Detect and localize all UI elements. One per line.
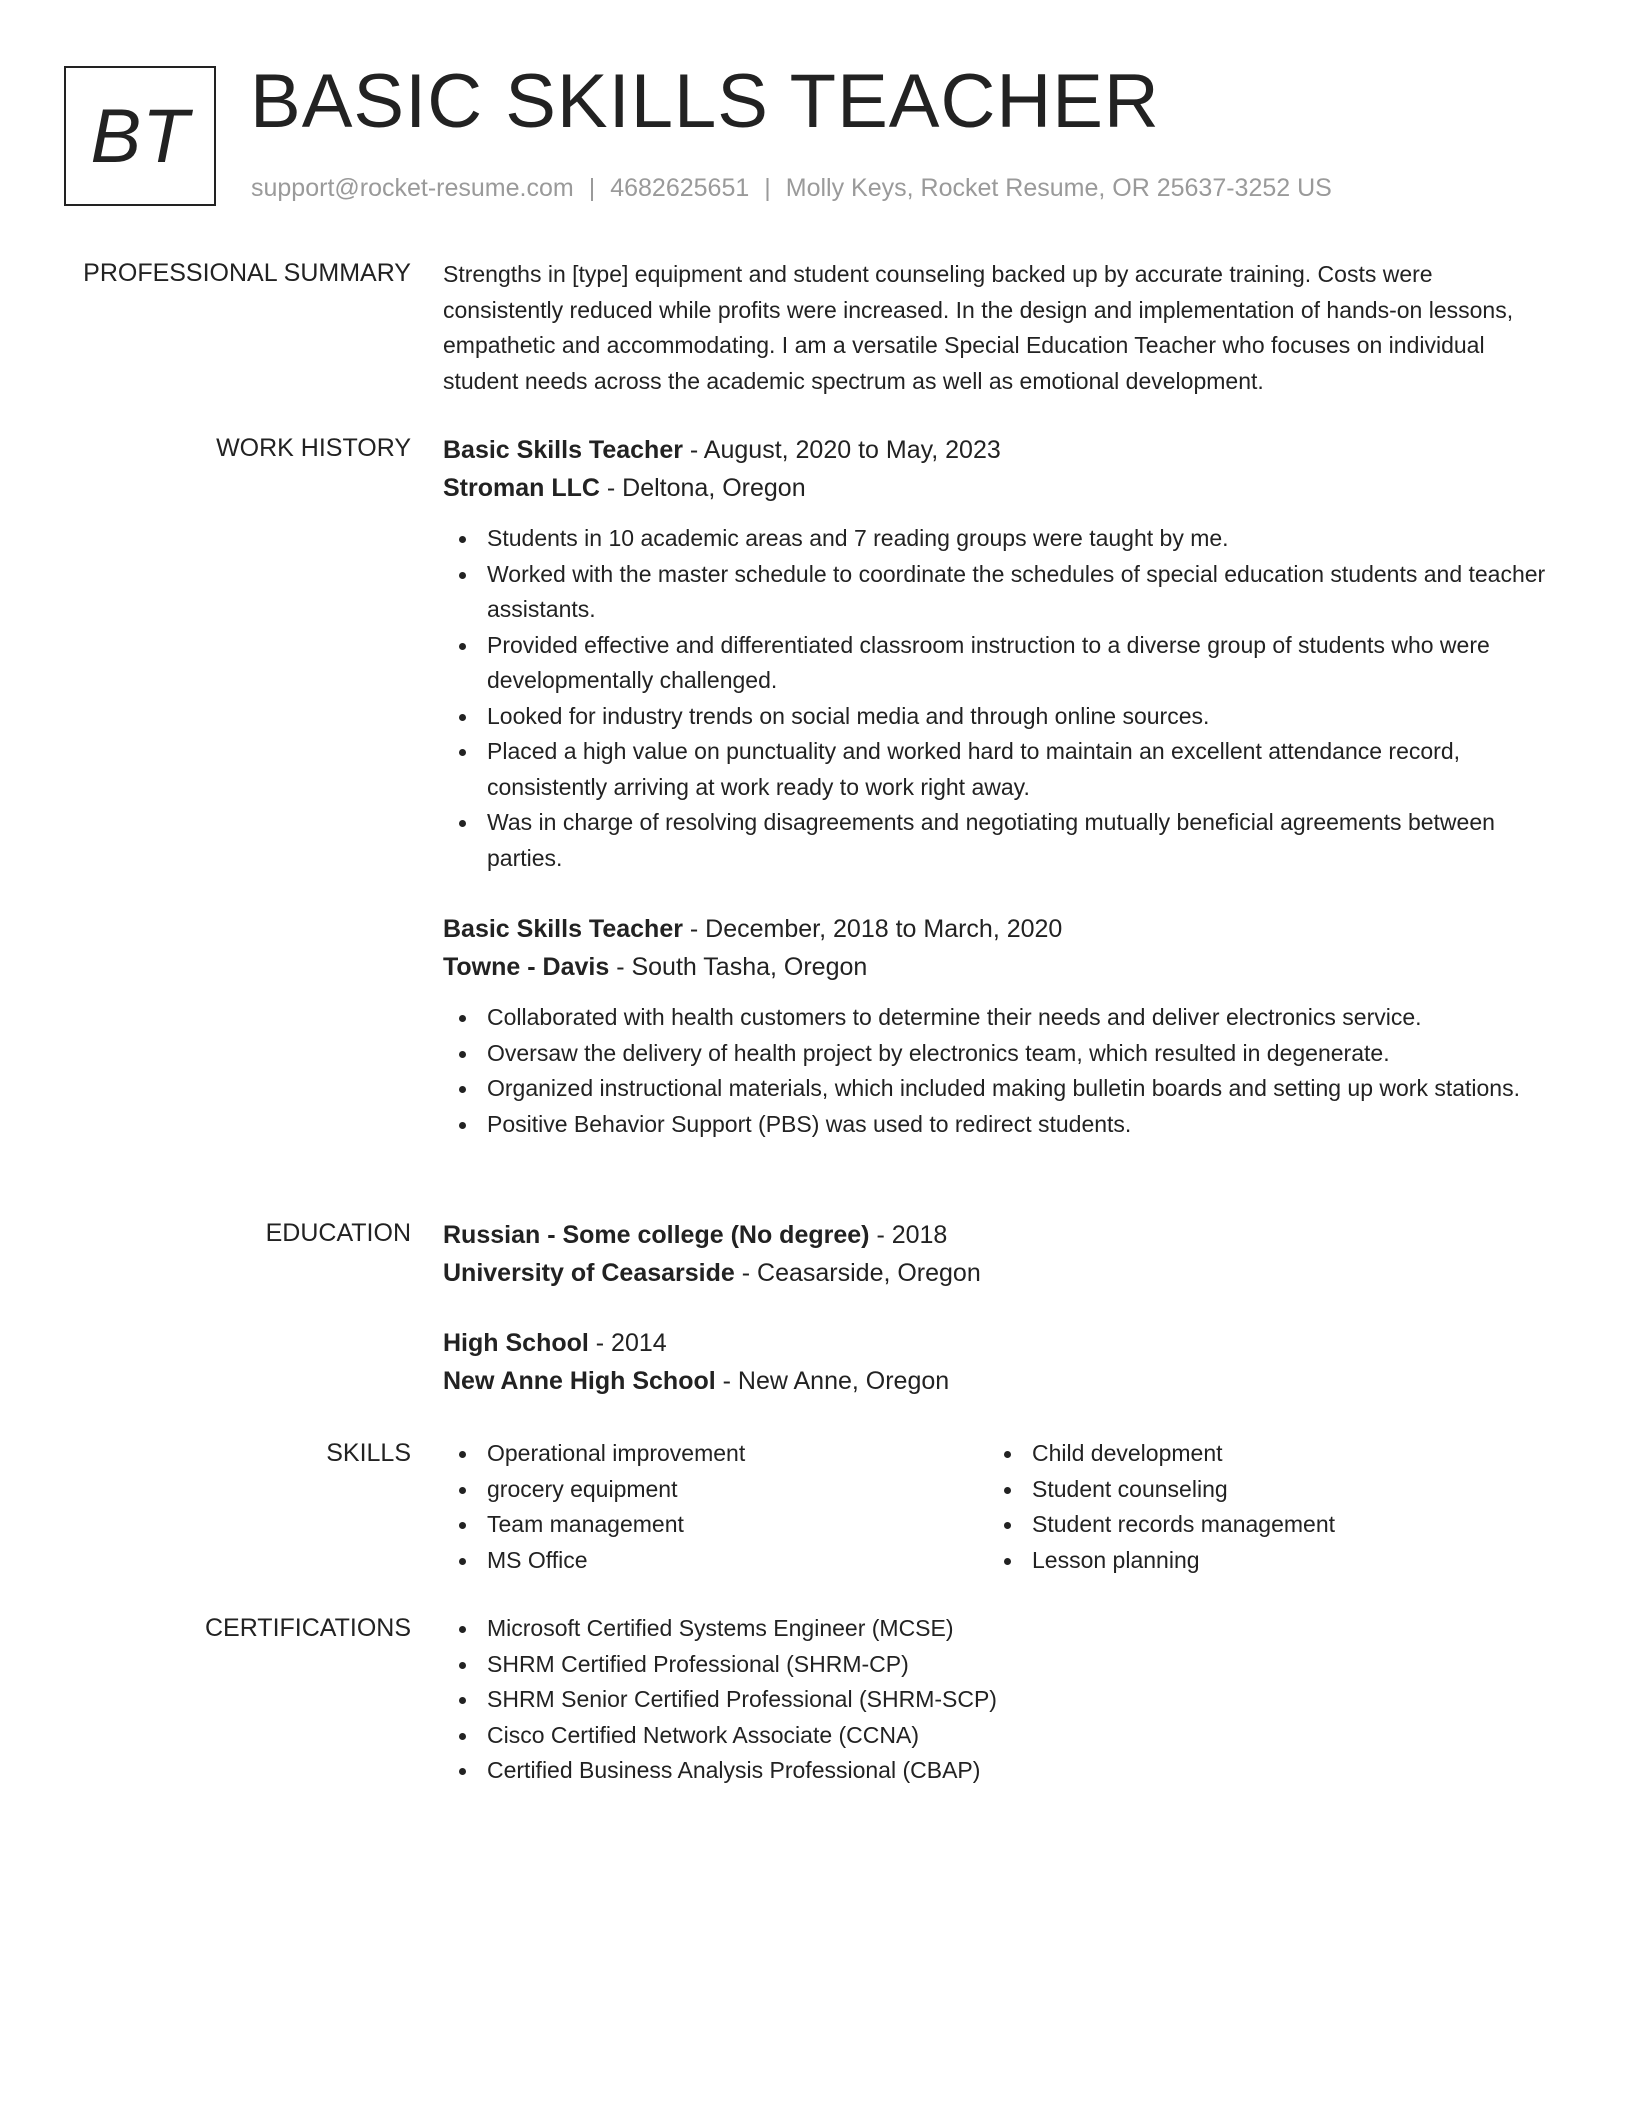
- skill-item: Operational improvement: [443, 1436, 988, 1472]
- certifications-list: [443, 1611, 1558, 1789]
- certification-item: SHRM Senior Certified Professional (SHRM-SCP): [443, 1682, 1558, 1718]
- job-location: - South Tasha, Oregon: [609, 953, 868, 981]
- education-school: University of Ceasarside: [443, 1259, 735, 1287]
- work-history-heading: WORK HISTORY: [216, 434, 411, 462]
- job-bullet: Collaborated with health customers to determine their needs and deliver electronics service.: [443, 1000, 1558, 1036]
- job-company: Towne - Davis: [443, 953, 610, 981]
- job-entry: [443, 910, 1558, 1142]
- summary-body: [443, 256, 1558, 399]
- certifications-heading: CERTIFICATIONS: [204, 1614, 411, 1642]
- education-entry: [443, 1324, 1558, 1400]
- skills-column-right: [988, 1436, 1533, 1578]
- education-degree: Russian - Some college (No degree): [443, 1221, 870, 1249]
- education-year: - 2018: [869, 1221, 948, 1249]
- job-bullet: Provided effective and differentiated classroom instruction to a diverse group of students who were developmentally challenged.: [443, 628, 1558, 699]
- job-title-line: [443, 910, 1558, 948]
- work-history-body: [443, 431, 1558, 1142]
- job-bullet: Worked with the master schedule to coordinate the schedules of special education students and teacher assistants.: [443, 557, 1558, 628]
- skill-item: Child development: [988, 1436, 1533, 1472]
- skill-item: Student records management: [988, 1507, 1533, 1543]
- job-dates: - December, 2018 to March, 2020: [682, 915, 1063, 943]
- education-degree-line: [443, 1216, 1558, 1254]
- certification-item: Cisco Certified Network Associate (CCNA): [443, 1718, 1558, 1754]
- certification-item: SHRM Certified Professional (SHRM-CP): [443, 1647, 1558, 1683]
- certification-item: Certified Business Analysis Professional (CBAP): [443, 1753, 1558, 1789]
- contact-separator: |: [764, 174, 771, 202]
- skills-body: [443, 1436, 1558, 1578]
- job-company-line: [443, 469, 1558, 507]
- job-bullet: Looked for industry trends on social media and through online sources.: [443, 699, 1558, 735]
- education-location: - Ceasarside, Oregon: [734, 1259, 981, 1287]
- contact-address: Molly Keys, Rocket Resume, OR 25637-3252 US: [785, 174, 1332, 202]
- job-bullet: Organized instructional materials, which included making bulletin boards and setting up work stations.: [443, 1071, 1558, 1107]
- job-company: Stroman LLC: [443, 474, 600, 502]
- job-title: Basic Skills Teacher: [443, 436, 683, 464]
- education-school-line: [443, 1362, 1558, 1400]
- education-degree: High School: [443, 1329, 589, 1357]
- contact-email[interactable]: support@rocket-resume.com: [251, 174, 574, 202]
- skills-grid: [443, 1436, 1558, 1578]
- certification-item: Microsoft Certified Systems Engineer (MCSE): [443, 1611, 1558, 1647]
- education-body: [443, 1216, 1558, 1400]
- resume-name: BASIC SKILLS TEACHER: [250, 59, 1160, 144]
- job-company-line: [443, 948, 1558, 986]
- education-school-line: [443, 1254, 1558, 1292]
- job-location: - Deltona, Oregon: [599, 474, 806, 502]
- education-school: New Anne High School: [443, 1367, 716, 1395]
- education-location: - New Anne, Oregon: [715, 1367, 950, 1395]
- education-degree-line: [443, 1324, 1558, 1362]
- summary-text: Strengths in [type] equipment and student counseling backed up by accurate training. Costs were consistently reduced while profits were increased. In the design and implementation of hands-on lessons, empathetic and accommodating. I am a versatile Special Education Teacher who focuses on individual student needs across the academic spectrum as well as emotional development.: [443, 261, 1514, 394]
- contact-phone[interactable]: 4682625651: [610, 174, 750, 202]
- summary-heading: PROFESSIONAL SUMMARY: [83, 259, 411, 287]
- education-heading: EDUCATION: [265, 1219, 411, 1247]
- job-bullet: Was in charge of resolving disagreements and negotiating mutually beneficial agreements between parties.: [443, 805, 1558, 876]
- job-bullet: Oversaw the delivery of health project by electronics team, which resulted in degenerate.: [443, 1036, 1558, 1072]
- skills-column-left: [443, 1436, 988, 1578]
- skill-item: Lesson planning: [988, 1543, 1533, 1579]
- skill-item: MS Office: [443, 1543, 988, 1579]
- job-bullet: Students in 10 academic areas and 7 reading groups were taught by me.: [443, 521, 1558, 557]
- skill-item: grocery equipment: [443, 1472, 988, 1508]
- contact-separator: |: [588, 174, 596, 202]
- job-bullet: Placed a high value on punctuality and worked hard to maintain an excellent attendance record, consistently arriving at work ready to work right away.: [443, 734, 1558, 805]
- skill-item: Team management: [443, 1507, 988, 1543]
- job-bullets: [443, 521, 1558, 876]
- job-title: Basic Skills Teacher: [443, 915, 683, 943]
- job-bullets: [443, 1000, 1558, 1142]
- job-bullet: Positive Behavior Support (PBS) was used to redirect students.: [443, 1107, 1558, 1143]
- job-entry: [443, 431, 1558, 876]
- skill-item: Student counseling: [988, 1472, 1533, 1508]
- certifications-body: [443, 1611, 1558, 1789]
- education-year: - 2014: [588, 1329, 667, 1357]
- monogram-badge: BT: [64, 66, 216, 206]
- contact-line: [251, 172, 1332, 204]
- job-dates: - August, 2020 to May, 2023: [682, 436, 1001, 464]
- skills-heading: SKILLS: [326, 1439, 411, 1467]
- education-entry: [443, 1216, 1558, 1292]
- job-title-line: [443, 431, 1558, 469]
